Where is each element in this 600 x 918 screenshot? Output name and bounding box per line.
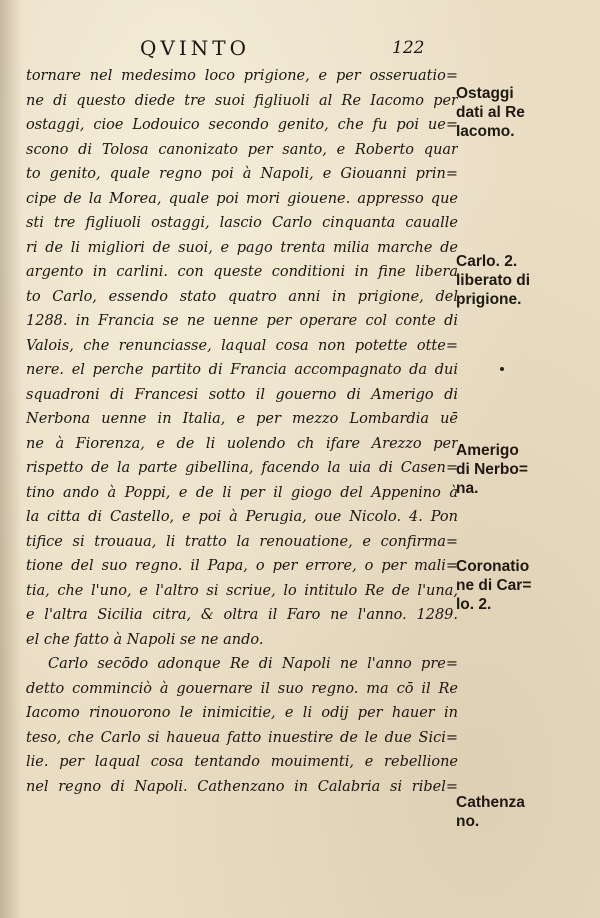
text-line: rispetto de la parte gibellina, facendo la uia di Casen= bbox=[26, 460, 458, 476]
text-line: nel regno di Napoli. Cathenzano in Calabria si ribel= bbox=[26, 778, 458, 795]
margin-note-carlo-liberato bbox=[456, 252, 574, 309]
margin-note-line: ne di Car= bbox=[456, 577, 532, 594]
text-line: to genito, quale regno poi à Napoli, e Giouanni prin= bbox=[26, 166, 458, 182]
text-line: tia, che l'uno, e l'altro si scriue, lo intitulo Re de l'una, bbox=[26, 582, 458, 599]
margin-note-line: Iacomo. bbox=[456, 123, 515, 140]
margin-note-line: lo. 2. bbox=[456, 596, 492, 613]
running-head: QVINTO bbox=[140, 36, 250, 60]
text-line: squadroni di Francesi sotto il gouerno di Amerigo di bbox=[26, 386, 458, 403]
text-line: tione del suo regno. il Papa, o per errore, o per mali= bbox=[26, 558, 458, 574]
margin-note-line: Carlo. 2. bbox=[456, 253, 518, 270]
text-line: Nerbona uenne in Italia, e per mezzo Lombardia uē bbox=[26, 411, 458, 427]
margin-note-cathenzano bbox=[456, 793, 574, 831]
margin-note-line: dati al Re bbox=[456, 104, 525, 121]
text-line: argento in carlini. con queste conditioni in fine libera bbox=[26, 264, 458, 280]
margin-note-line: Coronatio bbox=[456, 558, 530, 575]
text-line: cipe de la Morea, quale poi mori giouene. appresso que bbox=[26, 190, 458, 207]
margin-note-line: Amerigo bbox=[456, 442, 519, 459]
text-line: tino ando à Poppi, e de li per il giogo del Appenino à bbox=[26, 484, 458, 501]
text-line: ne di questo diede tre suoi figliuoli al Re Iacomo per bbox=[26, 92, 458, 109]
text-line: Valois, che renunciasse, laqual cosa non potette otte= bbox=[26, 337, 458, 354]
margin-note-line: di Nerbo= bbox=[456, 461, 528, 478]
text-line: la citta di Castello, e poi à Perugia, oue Nicolo. 4. Pon bbox=[26, 509, 458, 525]
margin-note-line: no. bbox=[456, 813, 480, 830]
margin-note-line: Cathenza bbox=[456, 794, 525, 811]
margin-note-line: prigione. bbox=[456, 291, 522, 308]
text-line: el che fatto à Napoli se ne ando. bbox=[26, 631, 264, 648]
text-line: nere. el perche partito di Francia accompagnato da dui bbox=[26, 362, 458, 378]
text-line: scono di Tolosa canonizato per santo, e Roberto quar bbox=[26, 141, 458, 158]
page-number: 122 bbox=[392, 38, 425, 58]
text-line: sti tre figliuoli ostaggi, lascio Carlo cinquanta caualle bbox=[26, 215, 458, 231]
text-line: ne à Fiorenza, e de li uolendo ch ifare Arezzo per bbox=[26, 435, 458, 452]
text-line: Carlo secōdo adonque Re di Napoli ne l'anno pre= bbox=[48, 656, 458, 672]
text-line: ri de li migliori de suoi, e pago trenta milia marche de bbox=[26, 239, 458, 256]
margin-note-coronatione bbox=[456, 557, 574, 614]
text-line: 1288. in Francia se ne uenne per operare col conte di bbox=[26, 313, 458, 329]
text-line: tornare nel medesimo loco prigione, e per osseruatio= bbox=[26, 68, 458, 84]
text-line: e l'altra Sicilia citra, & oltra il Faro ne l'anno. 1289. bbox=[26, 607, 458, 623]
text-line: teso, che Carlo si haueua fatto inuestire de le due Sici= bbox=[26, 729, 458, 746]
body-text bbox=[26, 64, 458, 799]
margin-note-amerigo bbox=[456, 441, 574, 498]
text-line: to Carlo, essendo stato quatro anni in prigione, del bbox=[26, 288, 458, 305]
text-line: Iacomo rinouorono le inimicitie, e li odij per hauer in bbox=[26, 705, 458, 721]
text-line: lie. per laqual cosa tentando mouimenti, e rebellione bbox=[26, 754, 458, 770]
printer-mark-dot bbox=[500, 367, 504, 371]
margin-note-line: Ostaggi bbox=[456, 85, 514, 102]
margin-note-line: na. bbox=[456, 480, 479, 497]
text-line: detto comminciò à gouernare il suo regno. ma cō il Re bbox=[26, 680, 458, 697]
margin-note-line: liberato di bbox=[456, 272, 531, 289]
text-line: tifice si trouaua, li tratto la renouatione, e confirma= bbox=[26, 533, 458, 550]
spine-shadow bbox=[0, 0, 22, 918]
margin-note-ostaggi bbox=[456, 84, 574, 141]
text-line: ostaggi, cioe Lodouico secondo genito, che fu poi ue= bbox=[26, 117, 458, 133]
